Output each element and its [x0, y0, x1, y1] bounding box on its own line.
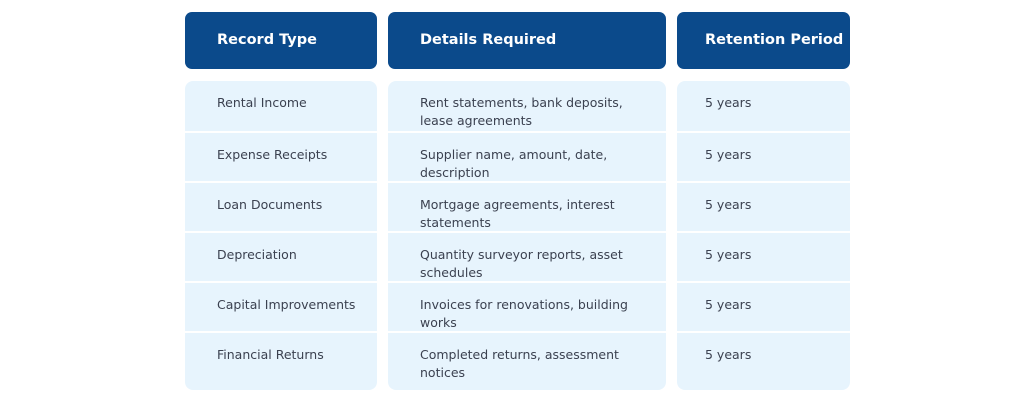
- table-row: [185, 131, 377, 183]
- details-cell: [420, 246, 656, 282]
- details-line: notices: [420, 365, 466, 380]
- table-row: [388, 231, 666, 283]
- details-cell: [420, 346, 656, 382]
- table-row: [185, 231, 377, 283]
- table-row: [185, 81, 377, 131]
- details-line: Rent statements, bank deposits,: [420, 95, 623, 110]
- retention-cell: 5 years: [705, 347, 752, 362]
- details-line: Completed returns, assessment: [420, 347, 619, 362]
- details-line: Invoices for renovations, building: [420, 297, 628, 312]
- table-row: [185, 181, 377, 233]
- header-record-type: Record Type: [185, 12, 377, 69]
- details-line: Quantity surveyor reports, asset: [420, 247, 623, 262]
- retention-period-column: [677, 81, 850, 390]
- table-row: [185, 281, 377, 333]
- details-line: works: [420, 315, 457, 330]
- retention-cell: 5 years: [705, 147, 752, 162]
- table-row: [677, 81, 850, 131]
- details-cell: [420, 94, 656, 130]
- record-type-cell: Loan Documents: [217, 197, 323, 212]
- details-required-column: [388, 81, 666, 390]
- header-retention-period: Retention Period: [677, 12, 850, 69]
- record-type-cell: Capital Improvements: [217, 297, 356, 312]
- retention-cell: 5 years: [705, 297, 752, 312]
- details-cell: [420, 196, 656, 232]
- details-line: description: [420, 165, 490, 180]
- table-row: [388, 331, 666, 383]
- details-cell: [420, 296, 656, 332]
- retention-cell: 5 years: [705, 247, 752, 262]
- record-type-column: [185, 81, 377, 390]
- table-row: [677, 231, 850, 283]
- record-type-cell: Financial Returns: [217, 347, 324, 362]
- details-line: schedules: [420, 265, 483, 280]
- details-line: Mortgage agreements, interest: [420, 197, 615, 212]
- table-row: [388, 181, 666, 233]
- table-row: [388, 281, 666, 333]
- details-line: statements: [420, 215, 491, 230]
- table-row: [388, 131, 666, 183]
- table-row: [677, 281, 850, 333]
- table-row: [185, 331, 377, 383]
- record-type-cell: Expense Receipts: [217, 147, 328, 162]
- retention-cell: 5 years: [705, 197, 752, 212]
- table-row: [677, 331, 850, 383]
- record-type-cell: Depreciation: [217, 247, 297, 262]
- table-row: [677, 131, 850, 183]
- details-line: Supplier name, amount, date,: [420, 147, 608, 162]
- record-type-cell: Rental Income: [217, 95, 307, 110]
- table-row: [388, 81, 666, 131]
- header-details-required: Details Required: [388, 12, 666, 69]
- retention-cell: 5 years: [705, 95, 752, 110]
- details-cell: [420, 146, 656, 182]
- details-line: lease agreements: [420, 113, 533, 128]
- table-row: [677, 181, 850, 233]
